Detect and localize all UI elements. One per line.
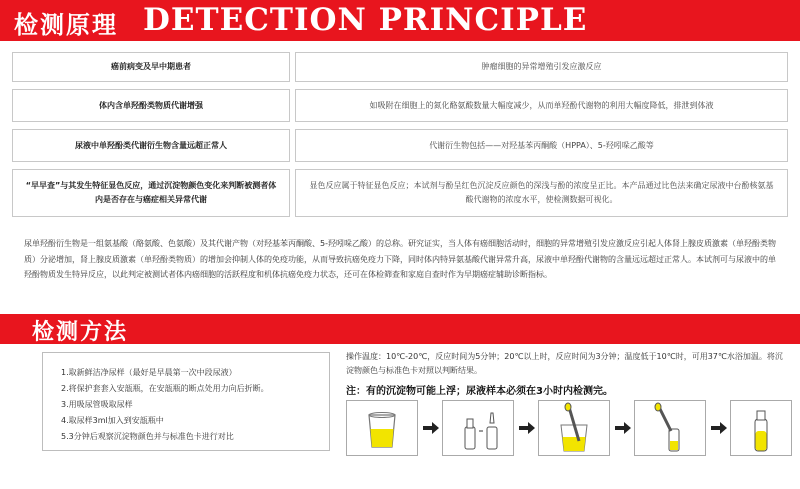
method-step: 5.3分钟后观察沉淀物颜色并与标准色卡进行对比 xyxy=(61,432,234,441)
arrow-right-icon xyxy=(711,422,727,434)
principle-paragraph: 尿单羟酚衍生物是一组氨基酸（酪氨酸、色氨酸）及其代谢产物（对羟基苯丙酮酸、5-羟吲哚乙酸）的总称。研究证实，当人体有癌细胞活动时，细胞的异常增殖引发应激反应引起人体肾上腺皮质激素（单羟酚类物质）分泌增加，肾上腺皮质激素（单羟酚类物质）的增加会抑制人体的免疫功能，从而导致抗癌免疫力下降，同时体内特异氨基酸代谢异常升高，尿液中单羟酚代谢物的含量远远超过正常人。本试剂可与尿液中的单羟酚物质发生特异反应，以此判定被测试者体内癌细胞的活跃程度和机体抗癌免疫力状态，还可在体检筛查和家庭自查时作为早期癌症辅助诊断指标。 xyxy=(24,239,776,279)
principle-row-3-right: 代谢衍生物包括——对羟基苯丙酮酸（HPPA）、5-羟吲哚乙酸等 xyxy=(295,129,788,162)
ampoule-break-icon xyxy=(443,401,513,455)
arrow-right-icon xyxy=(615,422,631,434)
method-header xyxy=(0,314,800,344)
step-panel-5 xyxy=(730,400,792,456)
method-step: 1.取新鲜洁净尿样（最好是早晨第一次中段尿液） xyxy=(61,368,237,377)
method-step: 2.将保护套套入安瓿瓶，在安瓿瓶的断点处用力向后折断。 xyxy=(61,384,269,393)
method-note: 注：有的沉淀物可能上浮；尿液样本必须在3小时内检测完。 xyxy=(346,386,613,397)
principle-row-2-left: 体内含单羟酚类物质代谢增强 xyxy=(12,89,290,122)
principle-row-4-left: “早早查”与其发生特征显色反应，通过沉淀物颜色变化来判断被测者体内是否存在与癌症相关异常代谢 xyxy=(12,169,290,217)
principle-row-4-right: 显色反应属于特征显色反应；本试剂与酚呈红色沉淀反应颜色的深浅与酚的浓度呈正比。本产品通过比色法来确定尿液中台酚核氨基酸代谢物的浓度水平，使检测数据可视化。 xyxy=(295,169,788,217)
ampoule-fill-icon xyxy=(635,401,705,455)
method-step: 4.取尿样3ml加入到安瓿瓶中 xyxy=(61,416,164,425)
urine-cup-icon xyxy=(347,401,417,455)
principle-row-1-left: 癌前病变及早中期患者 xyxy=(12,52,290,82)
pipette-icon xyxy=(539,401,609,455)
principle-row-2-right: 如吸附在细胞上的氮化酪氨酸数量大幅度减少，从而单羟酚代谢物的利用大幅度降低，排泄到体液 xyxy=(295,89,788,122)
method-steps xyxy=(42,352,330,451)
principle-row-3-left: 尿液中单羟酚类代谢衍生物含量远超正常人 xyxy=(12,129,290,162)
arrow-right-icon xyxy=(423,422,439,434)
step-panel-4 xyxy=(634,400,706,456)
principle-title-cn: 检测原理 xyxy=(14,11,118,39)
method-step: 3.用吸尿管吸取尿样 xyxy=(61,400,133,409)
arrow-right-icon xyxy=(519,422,535,434)
result-tube-icon xyxy=(731,401,791,455)
principle-title-en: DETECTION PRINCIPLE xyxy=(143,2,588,38)
step-panel-3 xyxy=(538,400,610,456)
method-conditions: 操作温度：10℃-20℃，反应时间为5分钟；20℃以上时，反应时间为3分钟；温度低于10℃时，可用37℃水浴加温。将沉淀物颜色与标准色卡对照以判断结果。 xyxy=(346,352,783,375)
principle-row-1-right: 肿瘤细胞的异常增殖引发应激反应 xyxy=(295,52,788,82)
method-title-cn: 检测方法 xyxy=(32,320,129,345)
step-panel-2 xyxy=(442,400,514,456)
step-panel-1 xyxy=(346,400,418,456)
principle-header xyxy=(0,0,800,41)
